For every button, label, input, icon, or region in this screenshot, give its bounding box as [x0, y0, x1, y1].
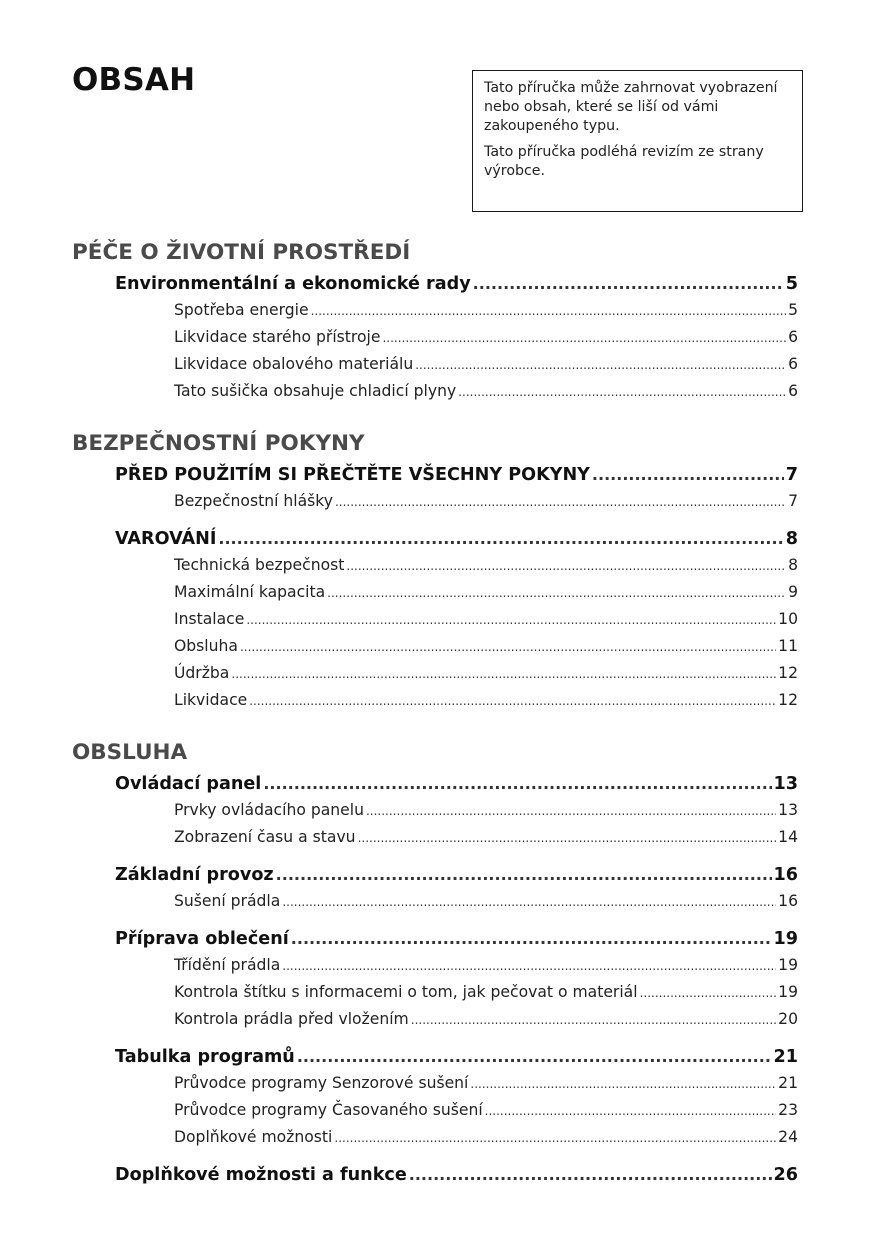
dot-leader: [473, 270, 784, 297]
dot-leader: [297, 1043, 772, 1070]
toc-chapter[interactable]: [72, 525, 798, 552]
toc-entry-label: Doplňkové možnosti: [174, 1128, 333, 1146]
toc-chapter[interactable]: [72, 861, 798, 888]
toc-entry-page-number: 20: [778, 1010, 798, 1028]
dot-leader: [485, 1098, 777, 1125]
toc-chapter-page-number: 5: [785, 274, 798, 294]
toc-entry-page-number: 14: [778, 828, 798, 846]
toc-chapter-page-number: 19: [773, 929, 798, 949]
toc-group: [72, 770, 798, 851]
dot-leader: [366, 798, 776, 825]
toc-section: [72, 738, 798, 1188]
toc-group: [72, 461, 798, 515]
toc-group: [72, 1161, 798, 1188]
toc-entry-label: Průvodce programy Senzorové sušení: [174, 1074, 469, 1092]
toc-entry-page-number: 9: [788, 583, 798, 601]
dot-leader: [291, 925, 772, 952]
toc-chapter-page-number: 8: [785, 529, 798, 549]
toc-entry[interactable]: [72, 579, 798, 606]
notice-text: Tato příručka může zahrnovat vyobrazení nebo obsah, které se liší od vámi zakoupeného typu.: [484, 80, 778, 134]
toc-entry-page-number: 11: [778, 637, 798, 655]
toc-entry[interactable]: [72, 633, 798, 660]
toc-entry-page-number: 10: [778, 610, 798, 628]
toc-entry[interactable]: [72, 1097, 798, 1124]
toc-entry-label: Maximální kapacita: [174, 583, 326, 601]
toc-chapter[interactable]: [72, 925, 798, 952]
toc-entry-label: Kontrola štítku s informacemi o tom, jak pečovat o materiál: [174, 983, 638, 1001]
toc-entry-page-number: 5: [788, 301, 798, 319]
toc-entry-label: Technická bezpečnost: [174, 556, 345, 574]
toc-chapter[interactable]: [72, 770, 798, 797]
toc-entry-label: Likvidace starého přístroje: [174, 328, 381, 346]
toc-chapter-page-number: 26: [773, 1165, 798, 1185]
toc-entry-page-number: 6: [788, 382, 798, 400]
toc-entry-page-number: 24: [778, 1128, 798, 1146]
toc-entry-label: Bezpečnostní hlášky: [174, 492, 333, 510]
toc-group: [72, 525, 798, 714]
toc-entry-page-number: 19: [778, 983, 798, 1001]
toc-entry-label: Zobrazení času a stavu: [174, 828, 356, 846]
dot-leader: [327, 580, 786, 607]
dot-leader: [282, 953, 776, 980]
toc-entry-page-number: 8: [788, 556, 798, 574]
toc-chapter-label: Tabulka programů: [115, 1047, 295, 1067]
toc-chapter-page-number: 13: [773, 774, 798, 794]
toc-entry-label: Kontrola prádla před vložením: [174, 1010, 409, 1028]
toc-entry-page-number: 13: [778, 801, 798, 819]
toc-entry[interactable]: [72, 660, 798, 687]
toc-section: [72, 238, 798, 405]
toc-entry-label: Údržba: [174, 664, 230, 682]
toc-entry-label: Prvky ovládacího panelu: [174, 801, 364, 819]
toc-chapter[interactable]: [72, 1161, 798, 1188]
toc-entry-label: Instalace: [174, 610, 245, 628]
dot-leader: [409, 1161, 772, 1188]
toc-entry[interactable]: [72, 824, 798, 851]
dot-leader: [346, 553, 786, 580]
toc-entry-page-number: 12: [778, 691, 798, 709]
dot-leader: [458, 379, 786, 406]
toc-entry[interactable]: [72, 1124, 798, 1151]
toc-entry[interactable]: [72, 606, 798, 633]
toc-chapter-label: PŘED POUŽITÍM SI PŘEČTĚTE VŠECHNY POKYNY: [115, 465, 590, 485]
toc-section-title: BEZPEČNOSTNÍ POKYNY: [72, 431, 365, 456]
toc-entry[interactable]: [72, 351, 798, 378]
toc-entry-page-number: 19: [778, 956, 798, 974]
toc-entry-label: Likvidace: [174, 691, 248, 709]
dot-leader: [415, 352, 786, 379]
dot-leader: [240, 634, 776, 661]
toc-entry[interactable]: [72, 488, 798, 515]
toc-section: [72, 429, 798, 714]
toc-chapter-label: Základní provoz: [115, 865, 274, 885]
dot-leader: [592, 461, 784, 488]
dot-leader: [249, 688, 776, 715]
toc-entry-label: Obsluha: [174, 637, 238, 655]
toc-chapter-label: VAROVÁNÍ: [115, 529, 217, 549]
toc-entry-page-number: 16: [778, 892, 798, 910]
toc-entry-label: Spotřeba energie: [174, 301, 309, 319]
toc-chapter-page-number: 16: [773, 865, 798, 885]
toc-entry-page-number: 12: [778, 664, 798, 682]
dot-leader: [334, 1125, 776, 1152]
toc-group: [72, 270, 798, 405]
dot-leader: [246, 607, 776, 634]
dot-leader: [335, 489, 786, 516]
toc-entry-page-number: 6: [788, 355, 798, 373]
toc-entry[interactable]: [72, 1006, 798, 1033]
dot-leader: [382, 325, 786, 352]
dot-leader: [263, 770, 771, 797]
toc-chapter[interactable]: [72, 461, 798, 488]
toc-entry[interactable]: [72, 979, 798, 1006]
toc-entry-label: Tato sušička obsahuje chladicí plyny: [174, 382, 457, 400]
toc-entry[interactable]: [72, 297, 798, 324]
toc-entry-page-number: 6: [788, 328, 798, 346]
dot-leader: [276, 861, 772, 888]
toc-entry[interactable]: [72, 797, 798, 824]
toc-entry[interactable]: [72, 888, 798, 915]
table-of-contents: [72, 238, 798, 1188]
toc-entry-label: Sušení prádla: [174, 892, 281, 910]
notice-box: [472, 70, 803, 212]
toc-entry[interactable]: [72, 324, 798, 351]
toc-entry-page-number: 21: [778, 1074, 798, 1092]
dot-leader: [311, 298, 787, 325]
page-title: OBSAH: [72, 62, 196, 98]
toc-entry[interactable]: [72, 552, 798, 579]
dot-leader: [218, 525, 783, 552]
toc-chapter-label: Environmentální a ekonomické rady: [115, 274, 471, 294]
toc-chapter-page-number: 21: [773, 1047, 798, 1067]
toc-chapter[interactable]: [72, 1043, 798, 1070]
dot-leader: [411, 1007, 776, 1034]
toc-entry[interactable]: [72, 378, 798, 405]
notice-text: Tato příručka podléhá revizím ze strany výrobce.: [484, 144, 764, 179]
toc-chapter-label: Doplňkové možnosti a funkce: [115, 1165, 407, 1185]
dot-leader: [640, 980, 777, 1007]
dot-leader: [358, 825, 777, 852]
dot-leader: [470, 1071, 776, 1098]
toc-entry[interactable]: [72, 952, 798, 979]
toc-entry-label: Průvodce programy Časovaného sušení: [174, 1101, 483, 1119]
toc-group: [72, 925, 798, 1033]
dot-leader: [282, 889, 776, 916]
toc-group: [72, 861, 798, 915]
toc-chapter-page-number: 7: [785, 465, 798, 485]
toc-group: [72, 1043, 798, 1151]
dot-leader: [231, 661, 776, 688]
toc-chapter-label: Ovládací panel: [115, 774, 262, 794]
toc-entry[interactable]: [72, 1070, 798, 1097]
toc-entry-label: Třídění prádla: [174, 956, 281, 974]
toc-section-title: OBSLUHA: [72, 740, 188, 765]
toc-chapter[interactable]: [72, 270, 798, 297]
toc-entry-page-number: 23: [778, 1101, 798, 1119]
toc-section-title: PÉČE O ŽIVOTNÍ PROSTŘEDÍ: [72, 240, 411, 265]
toc-entry[interactable]: [72, 687, 798, 714]
toc-chapter-label: Příprava oblečení: [115, 929, 289, 949]
toc-entry-label: Likvidace obalového materiálu: [174, 355, 414, 373]
toc-entry-page-number: 7: [788, 492, 798, 510]
